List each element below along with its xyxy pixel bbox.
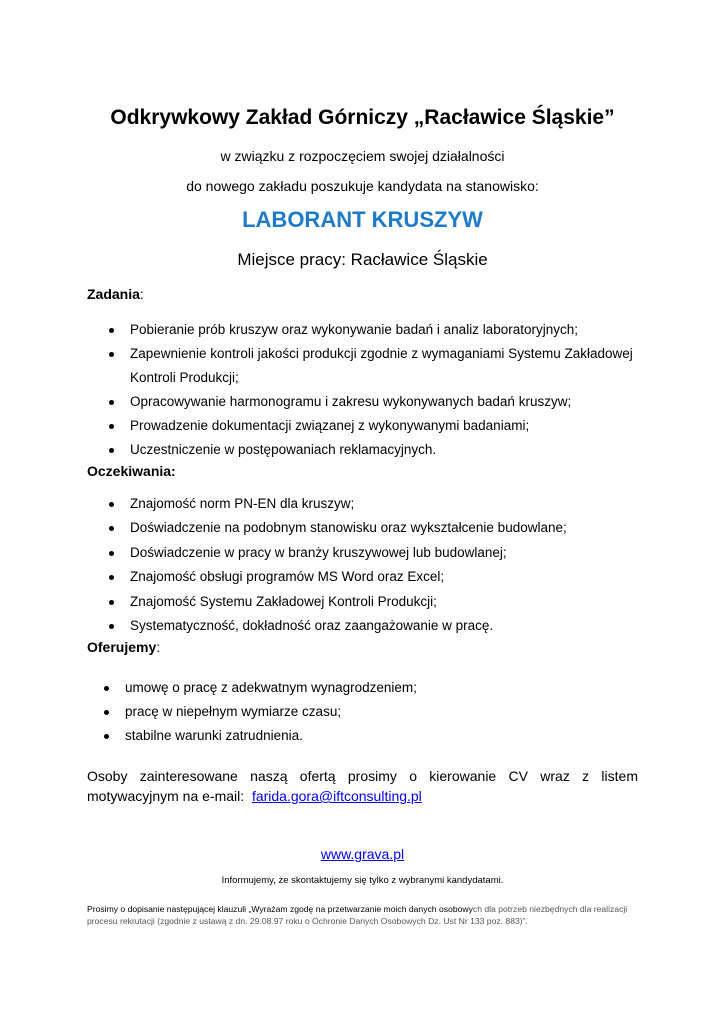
expectations-list bbox=[0, 492, 725, 638]
bullet-icon bbox=[109, 551, 114, 556]
offer-heading-suffix: : bbox=[156, 639, 161, 655]
company-title: Odkrywkowy Zakład Górniczy „Racławice Śląskie” bbox=[110, 106, 615, 129]
list-item-text: Systematyczność, dokładność oraz zaangażowanie w pracę. bbox=[130, 617, 494, 633]
consent-clause-main: Prosimy o dopisanie następującej klauzuli „Wyrażam zgodę na przetwarzanie moich danych osobowy bbox=[87, 904, 473, 914]
list-item bbox=[0, 590, 725, 614]
list-item-text: Doświadczenie na podobnym stanowisku oraz wykształcenie budowlane; bbox=[130, 520, 567, 536]
list-item-text: pracę w niepełnym wymiarze czasu; bbox=[125, 704, 342, 719]
list-item-text: Uczestniczenie w postępowaniach reklamacyjnych. bbox=[130, 442, 437, 457]
list-item bbox=[0, 318, 725, 342]
offer-heading-label: Oferujemy bbox=[87, 639, 157, 655]
bullet-icon bbox=[109, 575, 114, 580]
consent-clause bbox=[87, 903, 647, 927]
list-item-text: Zapewnienie kontroli jakości produkcji zgodnie z wymaganiami Systemu Zakładowej bbox=[130, 346, 633, 361]
bullet-icon bbox=[109, 400, 114, 405]
bullet-icon bbox=[109, 526, 114, 531]
list-item-text: Pobieranie prób kruszyw oraz wykonywanie badań i analiz laboratoryjnych; bbox=[130, 322, 578, 337]
info-line: Informujemy, że skontaktujemy się tylko z wybranymi kandydatami. bbox=[221, 875, 504, 886]
list-item bbox=[0, 390, 725, 414]
list-item-text: Znajomość obsługi programów MS Word oraz Excel; bbox=[130, 569, 445, 585]
tasks-heading-label: Zadania bbox=[87, 286, 140, 302]
list-item bbox=[0, 676, 725, 700]
list-item-text: stabilne warunki zatrudnienia. bbox=[125, 728, 303, 743]
list-item-text: Znajomość norm PN-EN dla kruszyw; bbox=[130, 496, 355, 511]
list-item-continuation bbox=[0, 366, 725, 390]
expectations-heading-label: Oczekiwania: bbox=[87, 463, 176, 479]
expectations-heading bbox=[87, 463, 176, 479]
list-item bbox=[0, 414, 725, 438]
list-item bbox=[0, 614, 725, 638]
contact-email-link[interactable]: farida.gora@iftconsulting.pl bbox=[251, 788, 422, 804]
bullet-icon bbox=[109, 352, 114, 357]
workplace: Miejsce pracy: Racławice Śląskie bbox=[237, 250, 488, 269]
offer-list bbox=[0, 676, 725, 748]
list-item bbox=[0, 541, 725, 565]
list-item-text: Opracowywanie harmonogramu i zakresu wykonywanych badań kruszyw; bbox=[130, 394, 572, 409]
bullet-icon bbox=[104, 710, 109, 715]
list-item bbox=[0, 438, 725, 462]
list-item bbox=[0, 516, 725, 540]
bullet-icon bbox=[104, 686, 109, 691]
tasks-heading bbox=[87, 286, 144, 302]
position-title: LABORANT KRUSZYW bbox=[242, 207, 483, 232]
tasks-heading-suffix: : bbox=[139, 286, 144, 302]
bullet-icon bbox=[109, 424, 114, 429]
list-item-text: Doświadczenie w pracy w branży kruszywowej lub budowlanej; bbox=[130, 544, 507, 560]
list-item bbox=[0, 492, 725, 516]
list-item bbox=[0, 342, 725, 366]
bullet-icon bbox=[109, 624, 114, 629]
list-item-text: Prowadzenie dokumentacji związanej z wykonywanymi badaniami; bbox=[130, 418, 530, 433]
contact-text: Osoby zainteresowane naszą ofertą prosimy o kierowanie CV wraz z listem motywacyjnym na e-mail: bbox=[87, 768, 638, 804]
website-row bbox=[0, 846, 725, 862]
tasks-list bbox=[0, 318, 725, 462]
bullet-icon bbox=[109, 448, 114, 453]
consent-clause-rest: ch dla potrzeb niezbędnych dla realizacji procesu rekrutacji (zgodnie z ustawą z dn. 29.08.97 roku o Ochronie Danych Osobowych Dz. Ust Nr 133 poz. 883)”. bbox=[87, 904, 628, 926]
website-link[interactable]: www.grava.pl bbox=[320, 846, 405, 862]
list-item-text: umowę o pracę z adekwatnym wynagrodzeniem; bbox=[125, 680, 417, 695]
list-item bbox=[0, 724, 725, 748]
bullet-icon bbox=[104, 734, 109, 739]
bullet-icon bbox=[109, 502, 114, 507]
list-item-text: Znajomość Systemu Zakładowej Kontroli Produkcji; bbox=[130, 593, 437, 609]
list-item bbox=[0, 565, 725, 589]
list-item-text: Kontroli Produkcji; bbox=[130, 370, 239, 385]
intro-line-2: do nowego zakładu poszukuje kandydata na stanowisko: bbox=[186, 178, 539, 194]
bullet-icon bbox=[109, 328, 114, 333]
bullet-icon bbox=[109, 600, 114, 605]
list-item bbox=[0, 700, 725, 724]
contact-paragraph bbox=[87, 766, 638, 806]
offer-heading bbox=[87, 639, 160, 655]
intro-line-1: w związku z rozpoczęciem swojej działalności bbox=[220, 148, 505, 164]
